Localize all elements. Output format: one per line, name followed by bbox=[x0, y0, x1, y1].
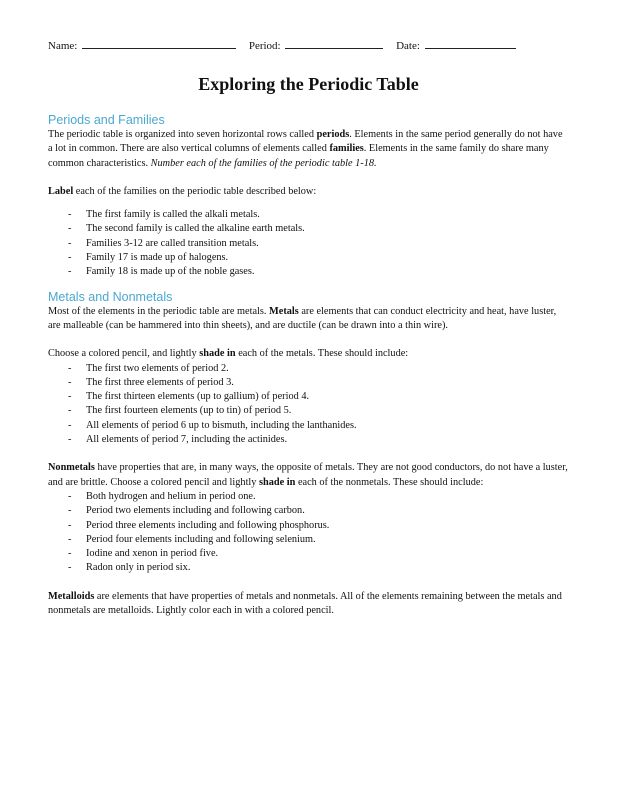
number-families-instruction: Number each of the families of the periodic table 1-18. bbox=[150, 157, 377, 169]
periods-intro-text-2: . Elements in the same period generally do not have a lot in common. There are also vertical columns of elements called bbox=[48, 129, 563, 155]
metals-intro-text-1: Most of the elements in the periodic table are metals. bbox=[48, 305, 270, 317]
label-instruction bbox=[48, 185, 568, 199]
metals-list bbox=[48, 362, 568, 448]
nonmetals-text-2: each of the nonmetals. These should include: bbox=[295, 476, 484, 488]
periods-intro-paragraph bbox=[48, 128, 568, 171]
nonmetals-term: Nonmetals bbox=[48, 462, 95, 474]
choose-text-2: each of the metals. These should include: bbox=[235, 348, 409, 360]
student-info-line bbox=[48, 38, 516, 52]
period-label: Period: bbox=[248, 40, 281, 52]
list-item: - The first two elements of period 2. bbox=[48, 362, 568, 376]
section-heading-metals: Metals and Nonmetals bbox=[48, 289, 173, 304]
periods-term: periods bbox=[316, 129, 350, 140]
label-instruction-text: each of the families on the periodic table described below: bbox=[73, 185, 317, 197]
list-item: - All elements of period 7, including the actinides. bbox=[48, 433, 568, 447]
list-item: - Families 3-12 are called transition metals. bbox=[48, 237, 568, 251]
name-label: Name: bbox=[48, 40, 78, 52]
nonmetals-list bbox=[48, 490, 568, 576]
metalloids-paragraph bbox=[48, 590, 568, 619]
shade-in-term: shade in bbox=[199, 348, 236, 360]
list-item: - The second family is called the alkaline earth metals. bbox=[48, 222, 568, 236]
worksheet-body bbox=[48, 112, 568, 618]
nonmetals-paragraph bbox=[48, 461, 568, 490]
name-blank[interactable] bbox=[82, 38, 236, 49]
families-list bbox=[48, 208, 568, 279]
choose-text-1: Choose a colored pencil, and lightly bbox=[48, 348, 200, 360]
list-item: - Radon only in period six. bbox=[48, 561, 568, 575]
periods-intro-text-1: The periodic table is organized into seven horizontal rows called bbox=[48, 129, 317, 140]
list-item: - Period four elements including and following selenium. bbox=[48, 533, 568, 547]
list-item: - The first family is called the alkali metals. bbox=[48, 208, 568, 222]
metals-intro-paragraph bbox=[48, 305, 568, 334]
list-item: - The first three elements of period 3. bbox=[48, 376, 568, 390]
metals-term: Metals bbox=[269, 305, 299, 317]
label-term: Label bbox=[48, 185, 74, 197]
date-blank[interactable] bbox=[425, 38, 516, 49]
list-item: - Iodine and xenon in period five. bbox=[48, 547, 568, 561]
nonmetals-shade-in-term: shade in bbox=[259, 476, 296, 488]
list-item: - Period two elements including and following carbon. bbox=[48, 504, 568, 518]
list-item: - The first thirteen elements (up to gallium) of period 4. bbox=[48, 390, 568, 404]
period-blank[interactable] bbox=[285, 38, 383, 49]
list-item: - Period three elements including and following phosphorus. bbox=[48, 519, 568, 533]
list-item: - All elements of period 6 up to bismuth, including the lanthanides. bbox=[48, 419, 568, 433]
metalloids-text: are elements that have properties of metals and nonmetals. All of the elements remaining between the metals and nonmetals are metalloids. Lightly color each in with a colored pencil. bbox=[48, 590, 562, 617]
nonmetals-text-1: have properties that are, in many ways, the opposite of metals. They are not good conductors, do not have a luster, and are brittle. Choose a colored pencil and lightly bbox=[48, 462, 568, 488]
metals-shade-instruction bbox=[48, 347, 568, 361]
metalloids-term: Metalloids bbox=[48, 590, 95, 602]
list-item: - Family 17 is made up of halogens. bbox=[48, 251, 568, 265]
section-heading-periods: Periods and Families bbox=[48, 113, 165, 127]
metals-intro-text-2: are elements that can conduct electricity and heat, have luster, are malleable (can be hammered into thin sheets), and are ductile (can be drawn into a thin wire). bbox=[48, 305, 557, 331]
page-title: Exploring the Periodic Table bbox=[198, 74, 419, 94]
list-item: - The first fourteen elements (up to tin) of period 5. bbox=[48, 404, 568, 418]
date-label: Date: bbox=[396, 40, 420, 52]
families-term: families bbox=[329, 143, 364, 155]
list-item: - Both hydrogen and helium in period one. bbox=[48, 490, 568, 504]
list-item: - Family 18 is made up of the noble gases. bbox=[48, 265, 568, 279]
periods-intro-text-3: . Elements in the same family do share many common characteristics. bbox=[48, 143, 549, 169]
